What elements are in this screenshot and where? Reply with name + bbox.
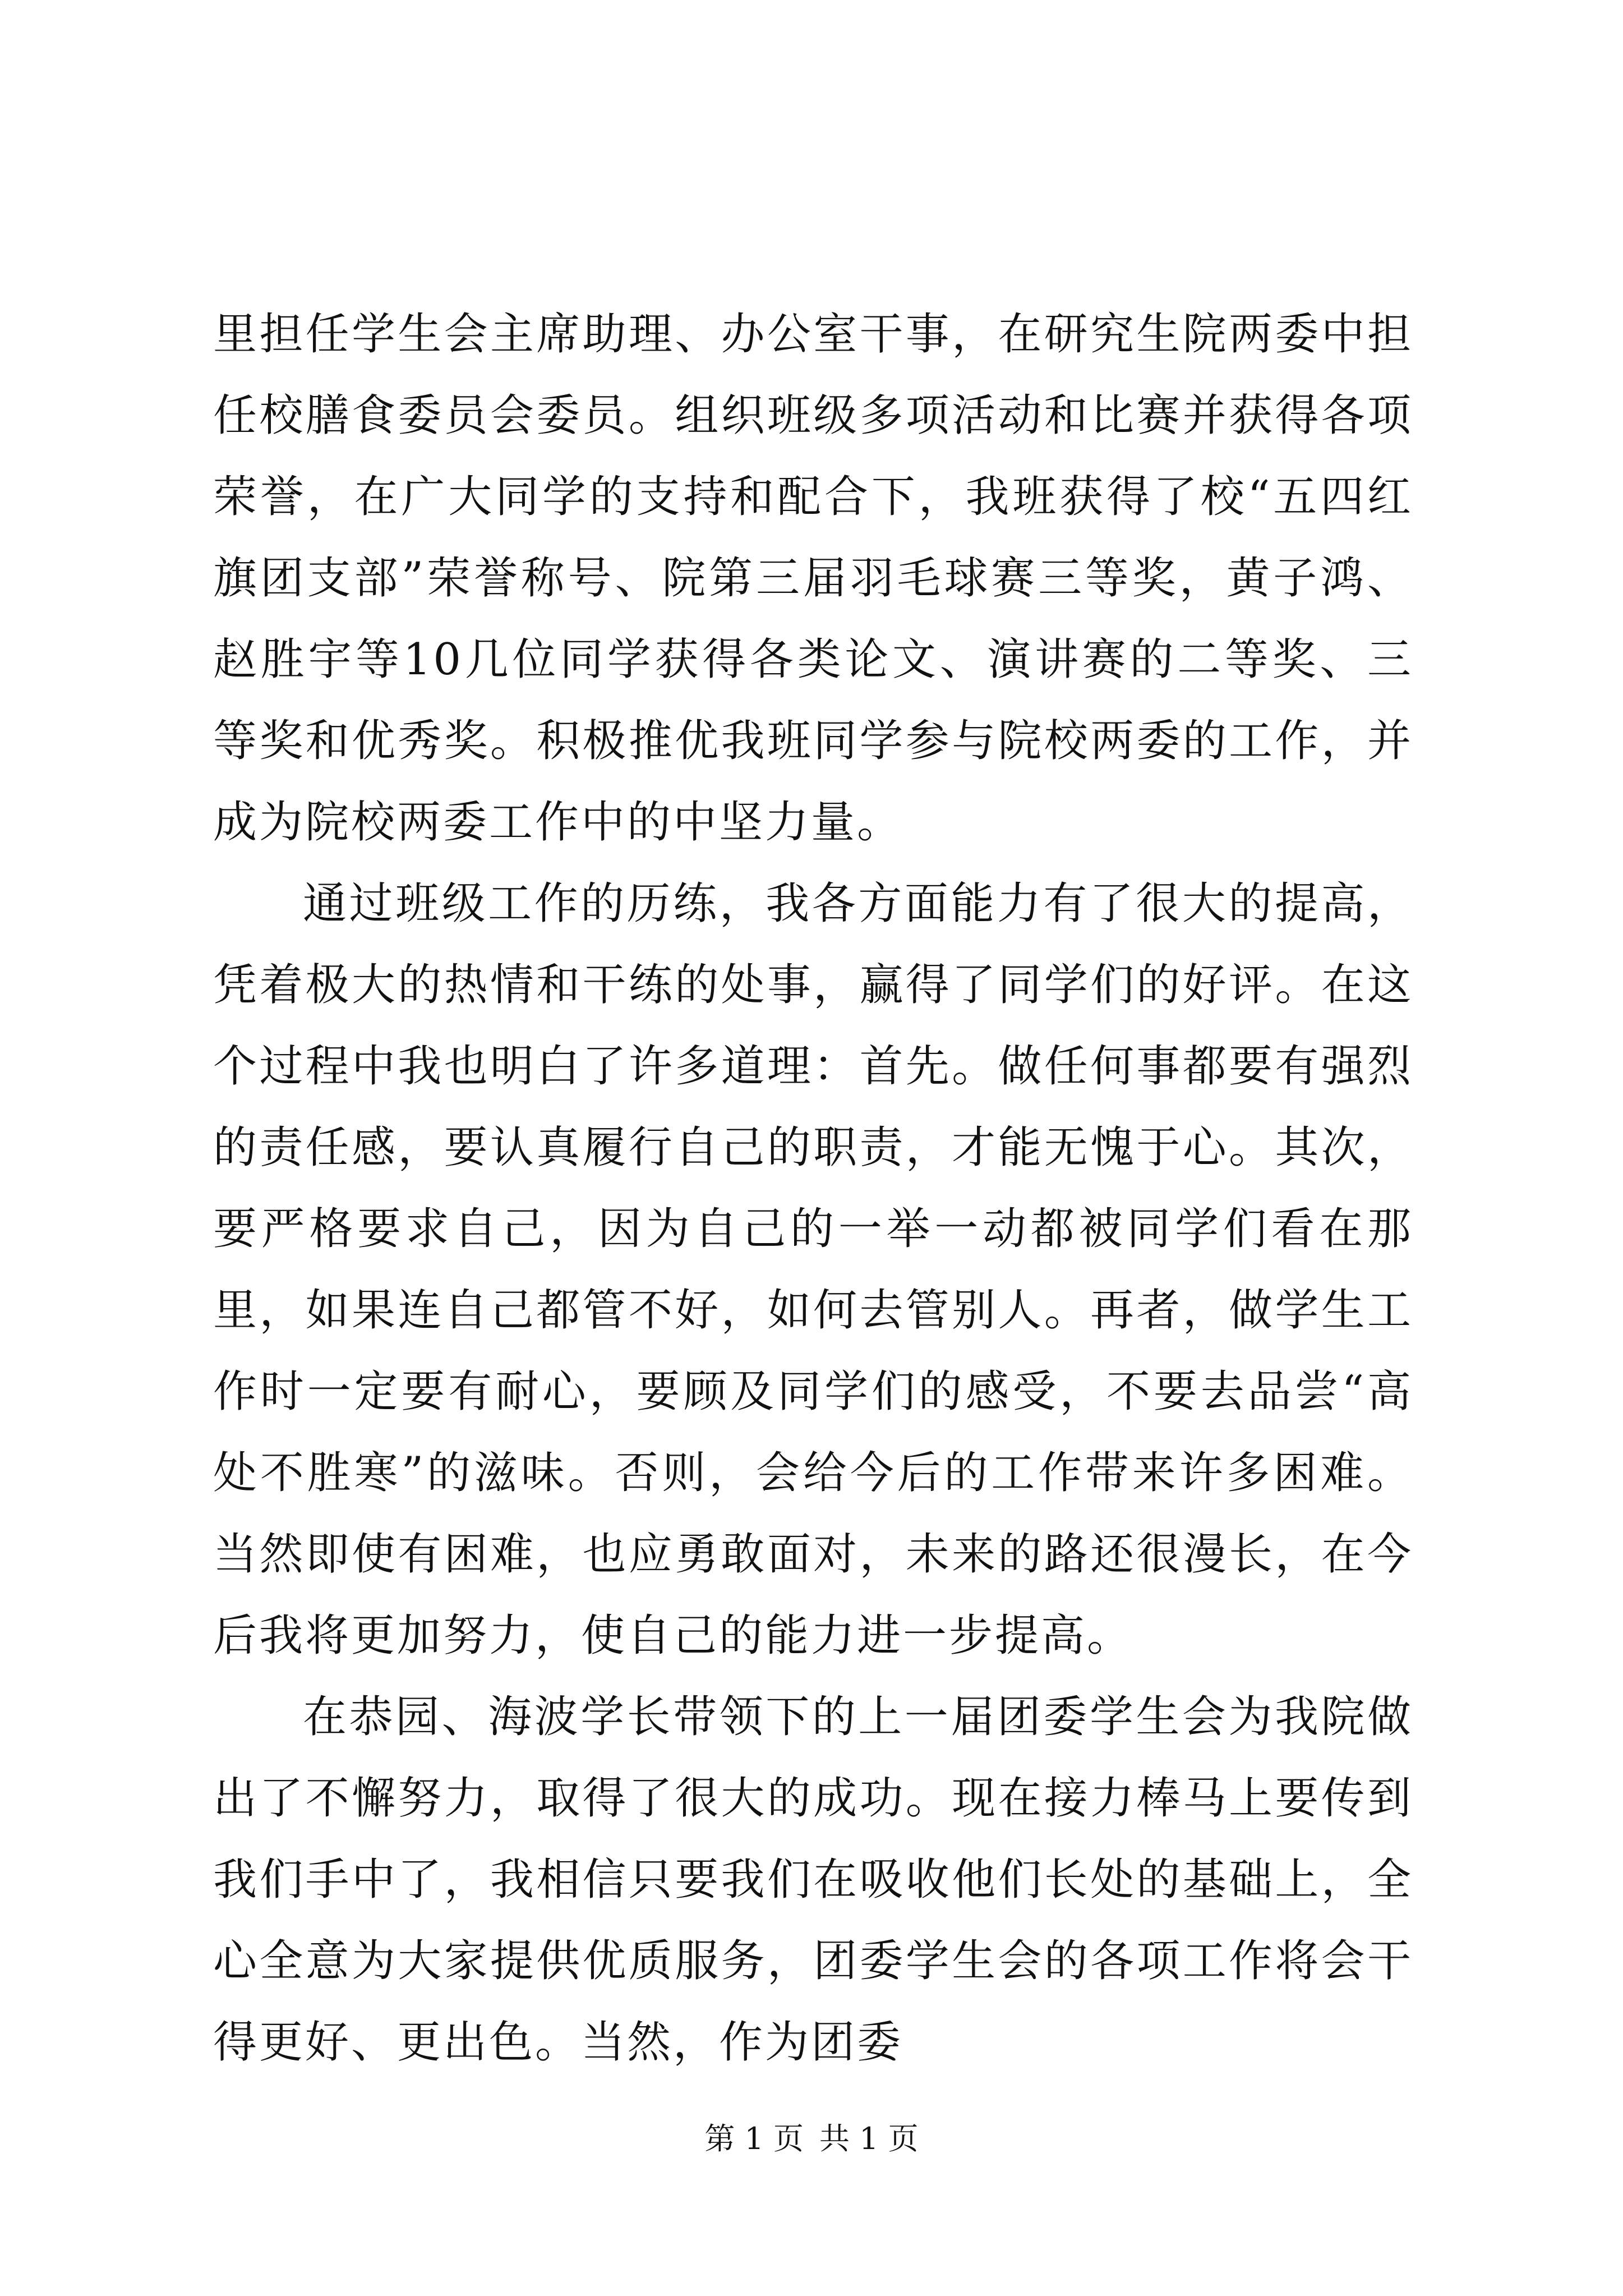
paragraph-2: 通过班级工作的历练，我各方面能力有了很大的提高，凭着极大的热情和干练的处事，赢得了同学们的好评。在这个过程中我也明白了许多道理：首先。做任何事都要有强烈的责任感，要认真履行自己的职责，才能无愧于心。其次，要严格要求自己，因为自己的一举一动都被同学们看在那里，如果连自己都管不好，如何去管别人。再者，做学生工作时一定要有耐心，要顾及同学们的感受，不要去品尝“高处不胜寒”的滋味。否则，会给今后的工作带来许多困难。当然即使有困难，也应勇敢面对，未来的路还很漫长，在今后我将更加努力，使自己的能力进一步提高。 <box>213 878 1413 1661</box>
page-number: 第 1 页 <box>704 2121 804 2156</box>
document-body <box>213 294 1413 2083</box>
page-footer <box>0 2115 1623 2158</box>
paragraph-1: 里担任学生会主席助理、办公室干事，在研究生院两委中担任校膳食委员会委员。组织班级多项活动和比赛并获得各项荣誉，在广大同学的支持和配合下，我班获得了校“五四红旗团支部”荣誉称号、院第三届羽毛球赛三等奖，黄子鸿、赵胜宇等10几位同学获得各类论文、演讲赛的二等奖、三等奖和优秀奖。积极推优我班同学参与院校两委的工作，并成为院校两委工作中的中坚力量。 <box>213 309 1413 848</box>
paragraph-3: 在恭园、海波学长带领下的上一届团委学生会为我院做出了不懈努力，取得了很大的成功。现在接力棒马上要传到我们手中了，我相信只要我们在吸收他们长处的基础上，全心全意为大家提供优质服务，团委学生会的各项工作将会干得更好、更出色。当然，作为团委 <box>213 1692 1413 2068</box>
page-total: 共 1 页 <box>819 2121 919 2156</box>
